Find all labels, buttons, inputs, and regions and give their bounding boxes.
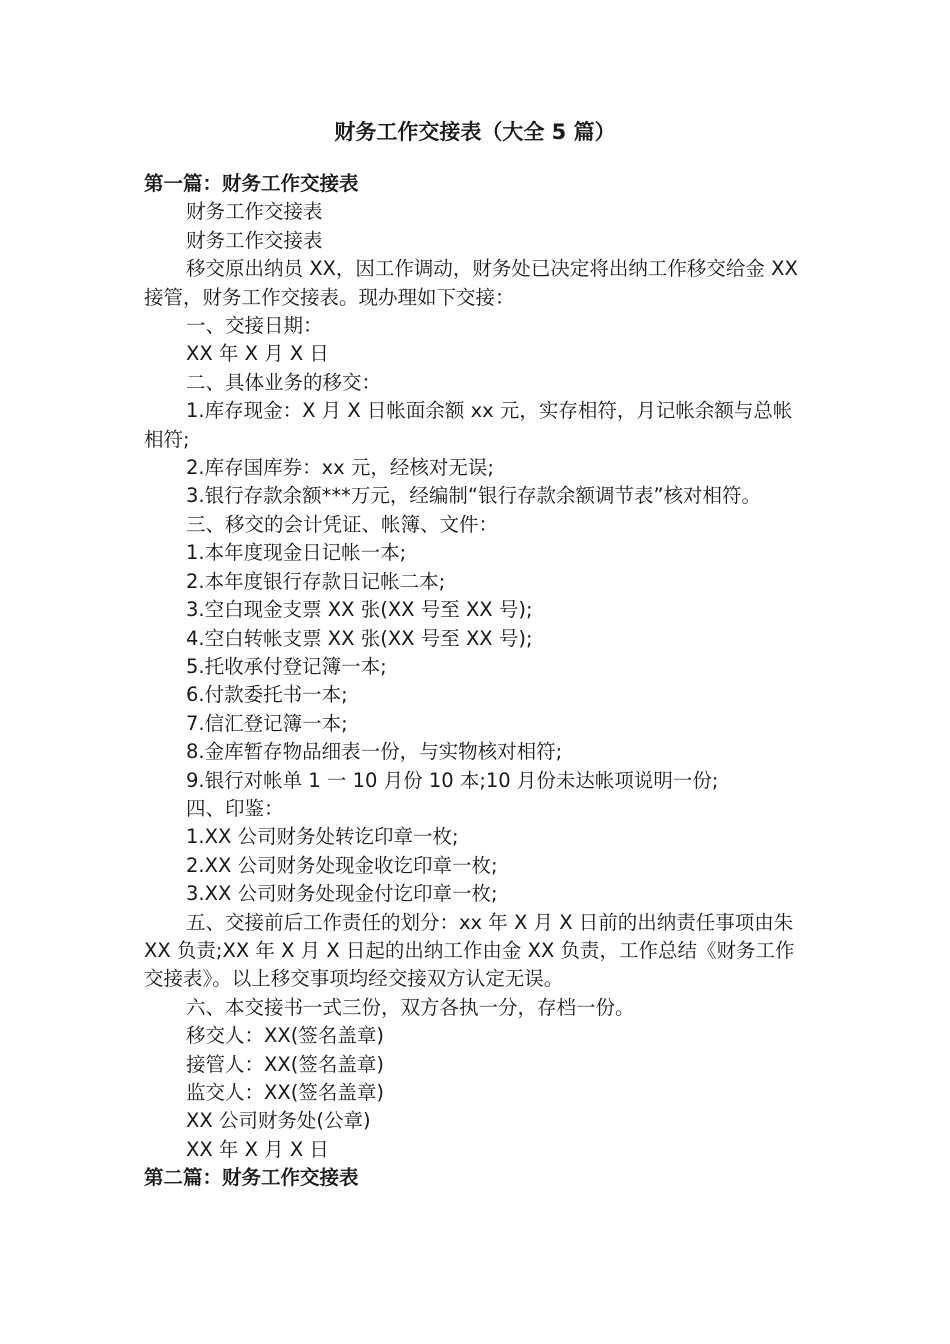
document-body [144, 170, 808, 1193]
section-heading-1: 第一篇：财务工作交接表 [144, 172, 359, 195]
paragraph: 监交人：XX(签名盖章) [186, 1081, 384, 1104]
paragraph: XX 年 X 月 X 日 [186, 342, 329, 366]
paragraph: 移交原出纳员 XX，因工作调动，财务处已决定将出纳工作移交给金 XX 接管，财务工作交接表。现办理如下交接： [144, 257, 798, 309]
paragraph: 3.空白现金支票 XX 张(XX 号至 XX 号); [186, 598, 533, 622]
paragraph: 1.XX 公司财务处转讫印章一枚; [186, 825, 459, 849]
paragraph: 五、交接前后工作责任的划分：xx 年 X 月 X 日前的出纳责任事项由朱 XX 负责;XX 年 X 月 X 日起的出纳工作由金 XX 负责，工作总结《财务工作交接表》。以上移交事项均经交接双方认定无误。 [144, 910, 795, 991]
paragraph: 移交人：XX(签名盖章) [186, 1024, 384, 1048]
paragraph: 二、具体业务的移交： [186, 370, 382, 394]
paragraph: 一、交接日期： [186, 314, 323, 338]
paragraph: 7.信汇登记簿一本; [186, 711, 348, 735]
section-heading-2: 第二篇：财务工作交接表 [144, 1166, 359, 1190]
paragraph: 6.付款委托书一本; [186, 683, 348, 707]
paragraph: 8.金库暂存物品细表一份，与实物核对相符; [186, 740, 563, 764]
document-title: 财务工作交接表（大全 5 篇） [334, 120, 616, 144]
paragraph: 六、本交接书一式三份，双方各执一分，存档一份。 [186, 995, 635, 1019]
paragraph: 2.库存国库券：xx 元，经核对无误; [186, 456, 494, 480]
paragraph: XX 公司财务处(公章) [186, 1109, 371, 1133]
paragraph: 三、移交的会计凭证、帐簿、文件： [186, 512, 499, 536]
paragraph: 1.库存现金：X 月 X 日帐面余额 xx 元，实存相符，月记帐余额与总帐相符; [144, 399, 793, 451]
paragraph: 四、印鉴： [186, 796, 284, 820]
paragraph: 接管人：XX(签名盖章) [186, 1052, 384, 1076]
paragraph: 2.XX 公司财务处现金收讫印章一枚; [186, 853, 498, 877]
paragraph: 5.托收承付登记簿一本; [186, 654, 387, 678]
paragraph: XX 年 X 月 X 日 [186, 1137, 329, 1161]
paragraph: 财务工作交接表 [186, 228, 323, 252]
paragraph: 2.本年度银行存款日记帐二本; [186, 569, 446, 593]
paragraph: 3.银行存款余额***万元，经编制“银行存款余额调节表”核对相符。 [186, 484, 762, 508]
paragraph: 4.空白转帐支票 XX 张(XX 号至 XX 号); [186, 626, 533, 650]
paragraph: 财务工作交接表 [186, 200, 323, 224]
paragraph: 9.银行对帐单 1 一 10 月份 10 本;10 月份未达帐项说明一份; [186, 768, 719, 792]
paragraph: 1.本年度现金日记帐一本; [186, 541, 407, 565]
paragraph: 3.XX 公司财务处现金付讫印章一枚; [186, 882, 498, 906]
